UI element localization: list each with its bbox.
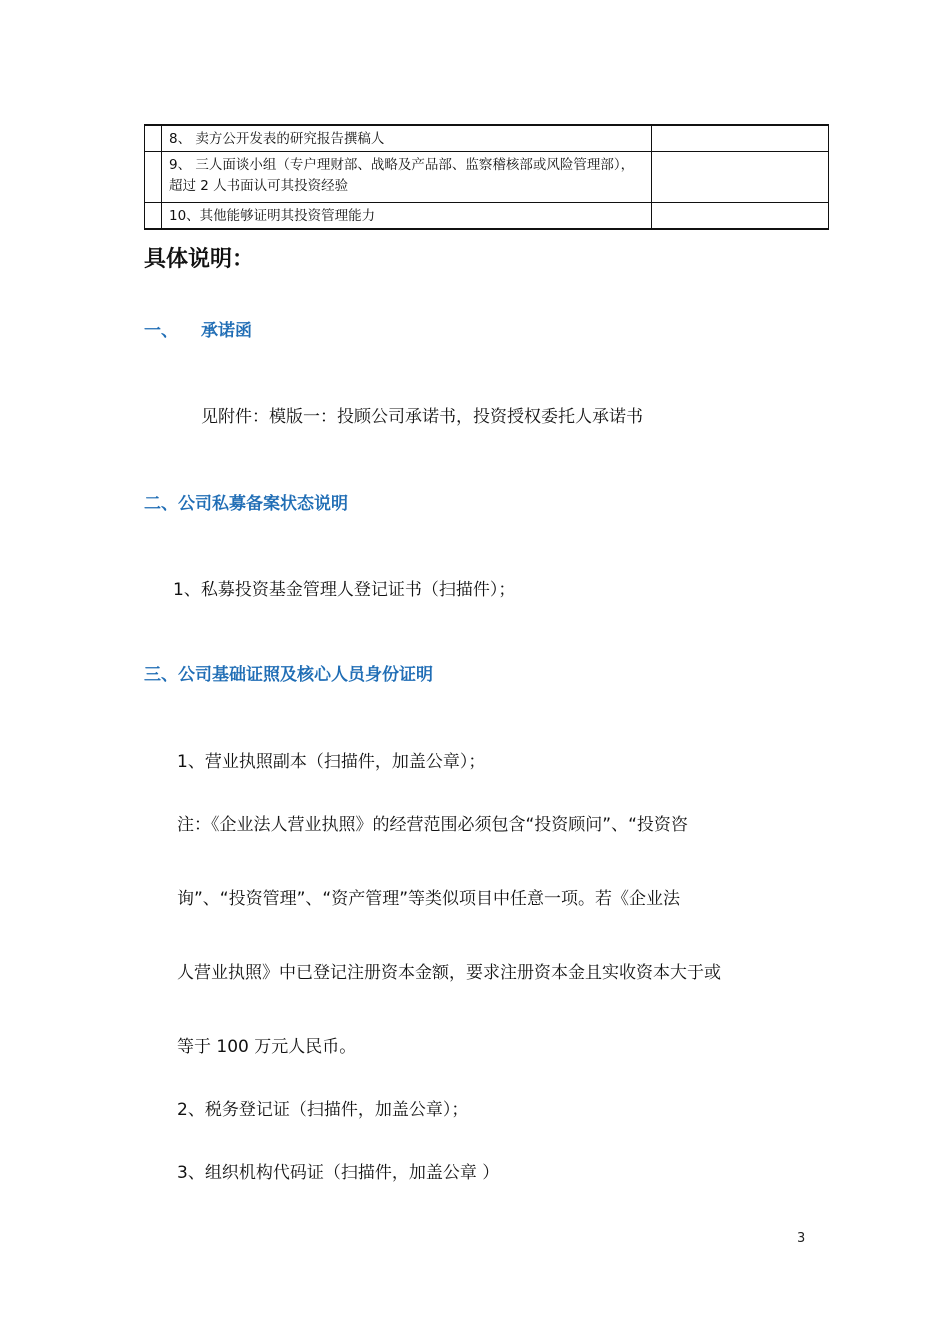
section-3-heading: 三、公司基础证照及核心人员身份证明 [144,665,433,685]
table-cell-text: 10、其他能够证明其投资管理能力 [162,203,652,228]
section-3-item-1: 1、营业执照副本（扫描件，加盖公章）； [177,752,486,772]
section-1-number: 一、 [144,321,178,341]
section-1-heading: 承诺函 [201,321,252,341]
table-row [145,151,828,202]
section-3-item-3: 3、组织机构代码证（扫描件，加盖公章 ） [177,1163,500,1183]
qualification-table [144,124,829,230]
table-cell-value [652,126,828,151]
section-1-body: 见附件：模版一：投顾公司承诺书，投资授权委托人承诺书 [201,407,643,427]
page-title: 具体说明： [144,247,255,272]
table-row [145,126,828,151]
section-2-heading: 二、公司私募备案状态说明 [144,494,348,514]
table-cell-text: 8、 卖方公开发表的研究报告撰稿人 [162,126,652,151]
page-number: 3 [797,1231,806,1246]
table-row [145,202,828,228]
section-3-note-line: 询”、“投资管理”、“资产管理”等类似项目中任意一项。若《企业法 [177,889,681,909]
section-2-item-1: 1、私募投资基金管理人登记证书（扫描件）； [173,580,516,600]
section-3-item-2: 2、税务登记证（扫描件，加盖公章）； [177,1100,469,1120]
section-3-note-line: 注：《企业法人营业执照》的经营范围必须包含“投资顾问”、“投资咨 [177,815,688,835]
section-3-note-line: 等于 100 万元人民币。 [177,1037,357,1057]
table-cell-value [652,203,828,228]
table-cell-value [652,152,828,202]
section-3-note-line: 人营业执照》中已登记注册资本金额，要求注册资本金且实收资本大于或 [177,963,721,983]
table-cell-text: 9、 三人面谈小组（专户理财部、战略及产品部、监察稽核部或风险管理部），超过 2 人书面认可其投资经验 [162,152,652,202]
